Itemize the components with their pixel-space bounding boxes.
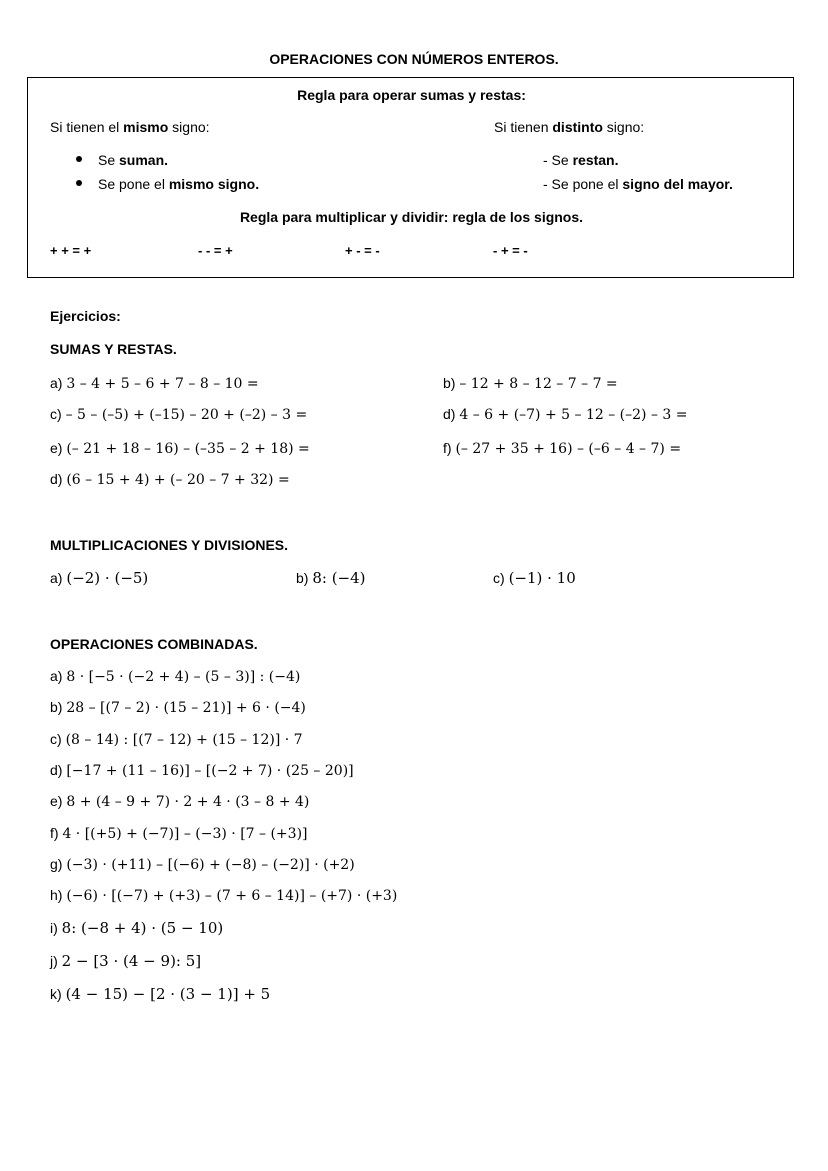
mult-heading: MULTIPLICACIONES Y DIVISIONES. [50, 537, 289, 553]
exercise-item: d) 4 – 6 + (–7) + 5 – 12 – (–2) – 3 = [443, 406, 688, 423]
same-sign-heading: Si tienen el mismo signo: [50, 119, 210, 135]
bullet-icon [76, 156, 82, 162]
exercise-item: b) – 12 + 8 – 12 – 7 – 7 = [443, 375, 618, 392]
exercise-item: d) (6 – 15 + 4) + (– 20 – 7 + 32) = [50, 471, 290, 488]
exercises-heading: Ejercicios: [50, 308, 121, 324]
diff-sign-heading: Si tienen distinto signo: [494, 119, 645, 135]
exercise-item: i) 8: (−8 + 4) · (5 − 10) [50, 919, 224, 937]
exercise-item: c) (−1) · 10 [493, 569, 576, 587]
exercise-item: d) [−17 + (11 – 16)] – [(−2 + 7) · (25 – 20)] [50, 762, 354, 779]
exercise-item: a) 3 – 4 + 5 – 6 + 7 – 8 – 10 = [50, 375, 259, 392]
exercise-item: e) (– 21 + 18 – 16) – (–35 – 2 + 18) = [50, 440, 310, 457]
exercise-item: a) (−2) · (−5) [50, 569, 149, 587]
rules-box [27, 77, 794, 278]
sign-rule: - - = + [198, 243, 233, 258]
sign-rule: - + = - [493, 243, 528, 258]
exercise-item: f) (– 27 + 35 + 16) – (–6 – 4 – 7) = [443, 440, 682, 457]
same-sign-item: Se suman. [76, 152, 168, 168]
bullet-icon [76, 180, 82, 186]
exercise-item: j) 2 − [3 · (4 − 9): 5] [50, 952, 202, 970]
exercise-item: k) (4 − 15) − [2 · (3 − 1)] + 5 [50, 985, 271, 1003]
sums-heading: SUMAS Y RESTAS. [50, 341, 177, 357]
exercise-item: e) 8 + (4 – 9 + 7) · 2 + 4 · (3 – 8 + 4) [50, 793, 310, 810]
sign-rule: + - = - [345, 243, 380, 258]
exercise-item: h) (−6) · [(−7) + (+3) – (7 + 6 – 14)] – (+7) · (+3) [50, 887, 398, 904]
combined-heading: OPERACIONES COMBINADAS. [50, 636, 258, 652]
exercise-item: c) – 5 – (–5) + (–15) – 20 + (–2) – 3 = [50, 406, 308, 423]
mult-rule-heading: Regla para multiplicar y dividir: regla de los signos. [239, 209, 584, 225]
exercise-item: f) 4 · [(+5) + (−7)] – (−3) · [7 – (+3)] [50, 825, 308, 842]
exercise-item: g) (−3) · (+11) – [(−6) + (−8) – (−2)] · (+2) [50, 856, 355, 873]
diff-sign-item: - Se pone el signo del mayor. [543, 176, 733, 192]
same-sign-item: Se pone el mismo signo. [76, 176, 259, 192]
diff-sign-item: - Se restan. [543, 152, 619, 168]
exercise-item: b) 8: (−4) [296, 569, 366, 587]
sign-rule: + + = + [50, 243, 92, 258]
sum-rule-heading: Regla para operar sumas y restas: [297, 87, 526, 103]
exercise-item: a) 8 · [−5 · (−2 + 4) – (5 – 3)] : (−4) [50, 668, 301, 685]
exercise-item: b) 28 – [(7 – 2) · (15 – 21)] + 6 · (−4) [50, 699, 306, 716]
page-title: OPERACIONES CON NÚMEROS ENTEROS. [269, 51, 559, 67]
exercise-item: c) (8 – 14) : [(7 – 12) + (15 – 12)] · 7 [50, 731, 303, 748]
